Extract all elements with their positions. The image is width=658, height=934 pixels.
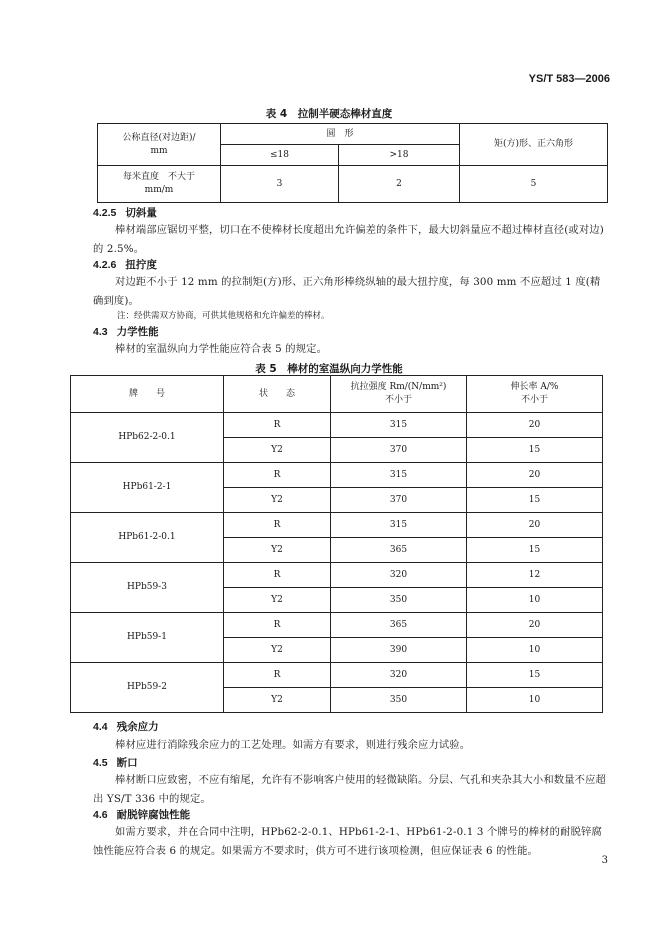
table5-elongation-cell: 10	[467, 638, 603, 663]
section-4-6-text: 如需方要求，并在合同中注明，HPb62-2-0.1、HPb61-2-1、HPb61-2-0.1 3 个牌号的棒材的耐脱锌腐蚀性能应符合表 6 的规定。如果需方不要求时，供方可不进行该项检测，但应保证表 6 的性能。	[93, 826, 602, 857]
table5-elongation-cell: 12	[467, 563, 603, 588]
table4-value: 5	[460, 166, 608, 203]
table-row	[71, 513, 603, 538]
table5-tensile-cell: 320	[331, 663, 467, 688]
table4-col1-header	[98, 124, 221, 166]
table-row	[71, 463, 603, 488]
table5-grade-cell: HPb62-2-0.1	[71, 413, 224, 463]
section-4-2-6-heading: 4.2.6 扭拧度	[93, 259, 157, 271]
section-4-3-text: 棒材的室温纵向力学性能应符合表 5 的规定。	[115, 343, 328, 355]
table5-body	[71, 413, 603, 713]
section-4-5-text: 棒材断口应致密，不应有缩尾，允许有不影响客户使用的轻微缺陷。分层、气孔和夹杂其大小和数量不应超出 YS/T 336 中的规定。	[93, 774, 607, 805]
table5-temper-cell: Y2	[224, 488, 331, 513]
table5-temper-cell: R	[224, 663, 331, 688]
table4	[97, 123, 608, 203]
table4-caption: 表 4 拉制半硬态棒材直度	[265, 108, 393, 120]
table5-temper-cell: Y2	[224, 688, 331, 713]
table5-elongation-cell: 15	[467, 538, 603, 563]
table5-grade-cell: HPb61-2-1	[71, 463, 224, 513]
table5-temper-cell: Y2	[224, 638, 331, 663]
table4-row-label	[98, 166, 221, 203]
table5-temper-cell: R	[224, 413, 331, 438]
section-4-4-text: 棒材应进行消除残余应力的工艺处理。如需方有要求，则进行残余应力试验。	[115, 739, 471, 751]
section-4-2-6-text: 对边距不小于 12 mm 的拉制矩(方)形、正六角形棒绕纵轴的最大扭拧度，每 300 mm 不应超过 1 度(精确到度)。	[93, 276, 601, 307]
table5-elongation-header-line2: 不小于	[520, 395, 548, 405]
table5-elongation-cell: 20	[467, 413, 603, 438]
table5-elongation-cell: 20	[467, 463, 603, 488]
table4-col1-line2: mm	[150, 145, 168, 156]
table5-elongation-cell: 15	[467, 663, 603, 688]
table5-temper-cell: R	[224, 613, 331, 638]
table5-temper-cell: R	[224, 513, 331, 538]
table5-tensile-cell: 315	[331, 463, 467, 488]
table5-elongation-cell: 15	[467, 488, 603, 513]
table4-row-label-line2: mm/m	[144, 185, 174, 195]
table5-temper-cell: Y2	[224, 538, 331, 563]
table4-row-label-line1: 每米直度 不大于	[122, 172, 195, 182]
table-row	[71, 613, 603, 638]
table5-grade-cell: HPb59-2	[71, 663, 224, 713]
table5-grade-header: 牌 号	[71, 376, 224, 413]
table-row	[71, 663, 603, 688]
table5-temper-cell: R	[224, 463, 331, 488]
table5-tensile-cell: 370	[331, 438, 467, 463]
table4-rect-header: 矩(方)形、正六角形	[460, 124, 608, 166]
table4-sub-le18: ≤18	[221, 145, 339, 166]
section-4-2-5-heading: 4.2.5 切斜量	[93, 207, 157, 219]
table5-elongation-cell: 20	[467, 613, 603, 638]
table5-tensile-header-line2: 不小于	[384, 395, 412, 405]
table5-caption: 表 5 棒材的室温纵向力学性能	[255, 363, 403, 375]
section-4-6-heading: 4.6 耐脱锌腐蚀性能	[93, 809, 191, 821]
table5-tensile-header-line1: 抗拉强度 Rm/(N/mm²)	[350, 382, 447, 392]
section-4-4-heading: 4.4 残余应力	[93, 721, 159, 733]
section-4-5-heading: 4.5 断口	[93, 757, 138, 769]
table5	[70, 375, 603, 713]
table5-elongation-cell: 20	[467, 513, 603, 538]
table5-elongation-cell: 15	[467, 438, 603, 463]
table-row	[71, 563, 603, 588]
table5-elongation-header-line1: 伸长率 A/%	[510, 382, 559, 392]
table5-grade-cell: HPb59-1	[71, 613, 224, 663]
table4-col1-line1: 公称直径(对边距)/	[122, 132, 196, 143]
table5-elongation-cell: 10	[467, 688, 603, 713]
table4-value: 3	[221, 166, 339, 203]
table5-temper-cell: Y2	[224, 588, 331, 613]
table5-tensile-cell: 390	[331, 638, 467, 663]
table5-tensile-cell: 370	[331, 488, 467, 513]
table5-tensile-cell: 365	[331, 613, 467, 638]
table5-tensile-cell: 315	[331, 413, 467, 438]
table5-elongation-cell: 10	[467, 588, 603, 613]
table5-grade-cell: HPb61-2-0.1	[71, 513, 224, 563]
table5-elongation-header	[467, 376, 603, 413]
section-4-3-heading: 4.3 力学性能	[93, 326, 159, 338]
table5-grade-cell: HPb59-3	[71, 563, 224, 613]
table5-tensile-header	[331, 376, 467, 413]
page-number: 3	[601, 855, 608, 866]
table5-tensile-cell: 350	[331, 588, 467, 613]
table5-tensile-cell: 315	[331, 513, 467, 538]
table5-tensile-cell: 365	[331, 538, 467, 563]
section-4-2-5-text: 棒材端部应锯切平整，切口在不使棒材长度超出允许偏差的条件下，最大切斜量应不超过棒材直径(或对边)的 2.5%。	[93, 224, 604, 255]
table4-sub-gt18: >18	[339, 145, 460, 166]
table5-tensile-cell: 350	[331, 688, 467, 713]
table5-tensile-cell: 320	[331, 563, 467, 588]
table4-round-header: 圆 形	[221, 124, 460, 145]
table4-value: 2	[339, 166, 460, 203]
table5-temper-header: 状 态	[224, 376, 331, 413]
table5-temper-cell: Y2	[224, 438, 331, 463]
section-4-2-6-note: 注：经供需双方协商，可供其他规格和允许偏差的棒材。	[117, 311, 330, 321]
table5-temper-cell: R	[224, 563, 331, 588]
standard-code: YS/T 583—2006	[528, 73, 610, 85]
table-row	[71, 413, 603, 438]
